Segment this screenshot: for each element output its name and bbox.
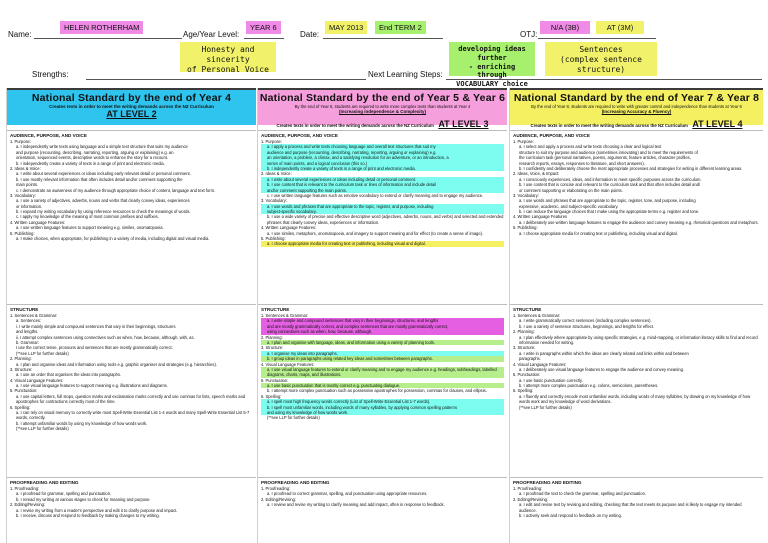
criterion-line: expressive, academic, and subject-specific vocabulary. [519, 203, 619, 209]
criterion-line: a. I use visual language features to support meaning e.g. illustrations and diagrams. [16, 383, 168, 389]
section-heading: STRUCTURE [513, 307, 542, 312]
criterion-line: a. I deliberately use written language features to engage the audience and convey meaning e.g. rhetorical questions and metaphors. [519, 219, 759, 225]
otj-underline [538, 38, 656, 39]
criterion-line: structure to suit my purpose and audience (sometimes innovating) and to meet the requirements of [519, 149, 698, 155]
section-proofreading-editing [258, 477, 507, 543]
criterion-line: 2. Ideas & Voice: [261, 171, 292, 177]
criterion-line: a. I use similes, metaphors, onomatopoeia, and imagery to support meaning and for effect (to create a sense of image). [267, 230, 484, 236]
criterion-line: 1. Proofreading: [10, 486, 40, 491]
criterion-line: 2. Planning: [513, 329, 535, 335]
criterion-line: 6. Spelling: [513, 388, 534, 394]
criterion-line: b. I confidently and deliberately choose the most appropriate processes and strategies for writing in different learning areas. [519, 165, 743, 171]
criterion-line: (**see LLP for further details) [16, 350, 69, 356]
criterion-line: 2. Ideas & Voice: [10, 165, 41, 171]
column-title: National Standard by the end of Year 5 & Year 6 [259, 92, 506, 104]
criterion-line: a. I write grammatically correct sentences (including complex sentences). [519, 318, 652, 324]
criterion-line: b. I attempt more complex punctuation such as possessive apostrophes for possession, commas for clauses, and ellipsis. [267, 388, 487, 394]
criterion-line: 1. Proofreading: [261, 486, 291, 491]
criterion-line: 4. Written Language Features: [10, 219, 66, 225]
criterion-line: 1. Purpose: [10, 139, 31, 144]
criterion-line: a. I write in paragraphs within which the ideas are clearly related and links within and between [519, 350, 689, 356]
column-subtitle: Creates texts in order to meet the writing demands across the NZ Curriculum [49, 104, 214, 109]
criterion-line: 5. Punctuation: [513, 372, 541, 378]
criterion-line: 2. Editing/Revising: [513, 496, 549, 502]
column-banner [7, 88, 256, 125]
criterion-line: a. I revise my writing from a reader's perspective and edit it to clarify purpose and impact. [16, 507, 178, 513]
criterion-line: a. I use a variety of adjectives, adverbs, nouns and verbs that clearly convey ideas, experiences [16, 198, 190, 204]
criterion-line: b. I independently create a variety of texts in a range of print and electronic media. [261, 166, 504, 171]
criterion-line: 4. Written Language Features: [261, 225, 317, 231]
column-level: AT LEVEL 2 [106, 109, 157, 119]
next-steps-underline [446, 79, 762, 80]
criterion-line: 1. Sentences & Grammar: [10, 313, 58, 318]
criterion-line: 3. Structure: [513, 345, 536, 351]
criterion-line: 3. Vocabulary: [10, 192, 36, 198]
strengths-note-line: of Personal Voice [187, 65, 269, 74]
section-proofreading-editing [7, 477, 256, 543]
criterion-line: a. I proofread the text to check the grammar, spelling and punctuation. [519, 491, 646, 497]
criterion-line: 4. Visual Language Features: [513, 361, 567, 367]
column-subtitle: By the end of Year 8, students are required to write with greater control and independence than students at Year 6 [531, 104, 742, 109]
criterion-line: 2. Planning: [10, 356, 32, 362]
standard-column-year-4 [6, 88, 256, 543]
criterion-line: and using my knowledge of how words work. [261, 410, 504, 415]
criterion-line: 5. Punctuation: [261, 377, 289, 383]
strengths-label: Strengths: [32, 70, 69, 79]
criterion-line: 3. Vocabulary: [513, 192, 539, 198]
criterion-line: 1. Purpose: [513, 139, 534, 144]
column-banner [510, 88, 763, 130]
section-structure [7, 304, 256, 467]
criterion-line: orientation, sequenced events, descriptive words to enhance the story for a recount. [16, 155, 169, 161]
criterion-line: a. I fluently and correctly encode most unfamiliar words, including words of many syllables, by drawing on my knowledge of how words work and my knowledge of word derivations. [519, 393, 751, 405]
criterion-line: 5. Publishing: [10, 230, 35, 236]
criterion-line: b. I use content that is relevant to the curriculum task or lines of information and include detail [261, 182, 504, 187]
strengths-underline [86, 79, 366, 80]
criterion-line: or information. [16, 203, 43, 209]
criterion-line: and/or comment supporting the main points. [261, 188, 504, 193]
criterion-line: b. I independently create a variety of texts in a range of print and electronic media. [16, 160, 165, 166]
next-steps-note-line: - enriching through [468, 62, 516, 80]
criterion-line: research reports, essays, responses to literature, and short answers). [519, 160, 645, 166]
criterion-line: b. I actively seek and respond to feedback on my writing. [519, 512, 622, 518]
criterion-line: ii. I attempt complex sentences using connectives such as when, how, because, although, with, as. [16, 334, 195, 340]
criterion-line: I use the correct tense, pronouns and sentences that are mostly grammatically correct. [16, 345, 173, 351]
criterion-line: a. I organise my ideas into paragraphs. [261, 351, 504, 356]
criterion-line: a. I spell most high frequency words correctly (List of Spell-Write Essential List 1-7 words). [261, 399, 504, 404]
criterion-line: a. I write simple and compound sentences that vary in their beginnings, structures, and lengths [261, 318, 504, 323]
criterion-line: a. I choose appropriate media for creating text or publishing, including visual and digital. [519, 230, 678, 236]
criterion-line: (**see LLP for further details) [267, 415, 320, 421]
criterion-line: a. Sentences: [16, 318, 42, 324]
criterion-line: and are mostly grammatically correct, and complex sentences that are mostly grammatically correct, [261, 324, 504, 329]
section-heading: PROOFREADING AND EDITING [261, 480, 330, 485]
next-steps-note [449, 42, 535, 88]
criterion-line: a. I use words and phrases that are appropriate to the topic, register, and purpose, including [261, 204, 504, 209]
criterion-line: paragraphs. [519, 356, 541, 362]
criterion-line: b. I reread my writing at various stages to check for meaning and purpose. [16, 496, 151, 502]
sentences-note-line: (complex sentence [560, 55, 642, 64]
criterion-line: series of main points, and a logical conclusion (this so.) [261, 161, 504, 166]
criterion-line: 5. Publishing: [261, 236, 286, 242]
criterion-line: 1. Proofreading: [513, 486, 543, 491]
criterion-line: using connectives such as when, how, because, although. [261, 329, 504, 334]
otj-field-1[interactable]: N/A (3B) [540, 21, 590, 34]
criterion-line: c. I apply my knowledge of the meaning of most common prefixes and suffixes. [16, 214, 159, 220]
criterion-line: the curriculum task (personal narratives, poems, arguments, feature articles, character profiles, [519, 155, 691, 161]
section-heading: STRUCTURE [10, 307, 39, 312]
otj-field-2[interactable]: AT (3M) [596, 21, 644, 34]
criterion-line: b. I attempt more complex punctuation e.g. colons, semicolons, parentheses. [519, 383, 659, 389]
criterion-line: b. I attempt unfamiliar words by using my knowledge of how words work. [16, 420, 148, 426]
column-level: AT LEVEL 4 [692, 119, 743, 130]
section-structure [510, 304, 763, 467]
criterion-line: a. I use an order that organises the ideas into paragraphs. [16, 372, 122, 378]
criterion-line: a. I select and apply a process and write texts choosing a clear and logical text [519, 144, 662, 150]
criterion-line: a. I use capital letters, full stops, question marks and exclamation marks correctly and use commas for lists, speech marks and apostrophes for contractions correctly most of the time. [16, 393, 246, 405]
criterion-line: 1. Sentences & Grammar: [513, 313, 561, 318]
section-heading: AUDIENCE, PURPOSE, AND VOICE [513, 133, 590, 138]
criterion-line: a. I edit and revise text by revising and editing, checking that the text meets its purpose and is likely to engage my intended audience. [519, 502, 742, 513]
section-structure [258, 304, 507, 467]
criterion-line: 5. Punctuation: [10, 388, 38, 394]
criterion-line: 2. Editing/Revising: [10, 502, 46, 508]
criterion-line: c. I demonstrate an awareness of my audience through appropriate choice of content, language and text form. [16, 187, 216, 193]
name-label: Name: [8, 30, 32, 39]
column-title: National Standard by the end of Year 7 & Year 8 [513, 92, 760, 104]
criterion-line: a. I write about several experiences or ideas including detail or personal comment. [261, 177, 504, 182]
criterion-line: a. I use visual language features to extend or clarify meaning and to engage my audience e.g. headings, subheadings, labelled diagrams, charts, maps, and illustrations. [261, 367, 504, 378]
criterion-line: b. I use mostly relevant information that often includes detail and/or comment supporting the [16, 176, 183, 182]
column-banner [258, 88, 507, 130]
date-underline [323, 38, 443, 39]
otj-label: OTJ: [520, 30, 538, 39]
criterion-line: a. I plan effectively where appropriate by using specific strategies, e.g. mind-mapping, or information literacy skills to find and record information needed for writing. [519, 334, 758, 345]
criterion-line: 5. Publishing: [513, 225, 538, 231]
criterion-line: 4. Visual Language Features: [261, 361, 315, 367]
section-proofreading-editing [510, 477, 763, 543]
criterion-line: a. I independently write texts using language and a simple text structure that suits my audience [16, 144, 188, 150]
strengths-note-line: Honesty and sincerity [201, 45, 255, 64]
criterion-line: 1. Sentences & Grammar: [261, 313, 309, 318]
age-field[interactable]: YEAR 6 [246, 21, 281, 34]
section-heading: PROOFREADING AND EDITING [513, 480, 582, 485]
criterion-line: c. I use written language features such as emotive vocabulary to extend or clarify meaning and to engage my audience. [267, 192, 484, 198]
section-audience-purpose-voice [510, 130, 763, 258]
criterion-line: a. I use words and phrases that are appropriate to the topic, register, tone, and purpose, including [519, 198, 696, 204]
section-audience-purpose-voice [258, 130, 507, 258]
section-heading: PROOFREADING AND EDITING [10, 480, 79, 485]
criterion-line: a. I consciously experiences, ideas, and information to meet specific purposes across the curriculum. [519, 176, 702, 182]
column-subtitle-2: (Increasing independence & Complexity) [338, 109, 427, 115]
criterion-line: b. I use a wide variety of precise and effective descriptive word (adjectives, adverbs, nouns, and verbs) and selected and extended phrases that clearly convey ideas, experiences or information. [267, 214, 504, 225]
criterion-line: a. I proofread to correct grammar, spelling, and punctuation using appropriate resources. [267, 491, 428, 497]
section-heading: STRUCTURE [261, 307, 290, 312]
criterion-line: a. I can rely on visual memory to correctly write most Spell-Write Essential List 1-4 words and many Spell-Write Essential List 5-7 words, correctly. [16, 410, 250, 421]
criterion-line: 3. Vocabulary: [261, 198, 287, 204]
criterion-line: a. I use basic punctuation correctly. [519, 377, 583, 383]
criterion-line: (**see LLP for further details) [519, 404, 572, 410]
age-underline [244, 38, 284, 39]
criterion-line: 6. Spelling: [261, 393, 282, 399]
criterion-line: b. I receive, discuss and respond to feedback by making changes to my writing. [16, 512, 160, 518]
term-field[interactable]: End TERM 2 [375, 21, 426, 34]
column-subtitle-2: (Increasing Accuracy & Fluency) [601, 109, 672, 115]
criterion-line: a. I choose appropriate media for creating text or publishing, including visual and digital. [261, 241, 504, 246]
sentences-note-line: structure) [576, 65, 626, 74]
sentences-note [545, 42, 657, 76]
criterion-line: a. I review and revise my writing to clarify meaning and add impact, often in response to feedback. [267, 502, 445, 508]
criterion-line: i. I write mainly simple and compound sentences that vary in their beginnings, structures [16, 323, 176, 329]
criterion-line: b. I use a variety of sentence structures, beginnings, and lengths for effect. [519, 323, 655, 329]
column-title: National Standard by the end of Year 4 [31, 92, 232, 104]
criterion-line: b. I spell most unfamiliar words, including words of many syllables, by applying common spelling patterns [261, 405, 504, 410]
criterion-line: b. I expand my writing vocabulary by using reference resources to check the meanings of words. [16, 209, 191, 215]
criterion-line: audience and purpose (recounting, describing, narrating, reporting, arguing or explaining) e.g. [261, 150, 504, 155]
date-label: Date: [300, 30, 320, 39]
next-steps-note-line: VOCABULARY choice [456, 80, 528, 88]
criterion-line: b. I use content that is concise and relevant to the curriculum task and that often includes detail and/ [519, 182, 701, 188]
section-heading: AUDIENCE, PURPOSE, AND VOICE [261, 133, 338, 138]
criterion-line: and purpose (recounting, describing, narrating, reporting, arguing or explaining) e.g. an [16, 149, 174, 155]
criterion-line: 6. Spelling: [10, 404, 31, 410]
section-heading: AUDIENCE, PURPOSE, AND VOICE [10, 133, 87, 138]
criterion-line: a. I proofread for grammar, spelling and punctuation. [16, 491, 112, 497]
criterion-line: 2. Editing/Revising: [261, 496, 297, 502]
age-label: Age/Year Level: [183, 30, 240, 39]
name-field[interactable]: HELEN ROTHERHAM [60, 21, 143, 34]
strengths-note [180, 42, 276, 72]
criterion-line: and lengths. [16, 329, 39, 335]
section-audience-purpose-voice [7, 130, 256, 258]
criterion-line: 4. Written Language Features [513, 214, 568, 220]
criterion-line: a. I write about several experiences or ideas including early relevant detail or personal comment. [16, 171, 191, 177]
criterion-line: 1. Purpose: [261, 139, 282, 144]
criterion-line: an orientation, a problem, a climax, and a satisfying resolution for an adventure, or an introduction, a [261, 155, 504, 160]
criterion-line: a. I deliberately use visual language features to engage the audience and convey meaning. [519, 366, 685, 372]
next-steps-label: Next Learning Steps: [368, 70, 443, 79]
header [0, 0, 768, 88]
criterion-line: a. I make choices, when appropriate, for publishing in a variety of media, including digital and visual media. [16, 236, 210, 242]
criterion-line: 3. Structure: [261, 345, 284, 351]
name-underline [34, 38, 182, 39]
next-steps-note-line: developing ideas further [458, 45, 526, 62]
criterion-line: a. I plan and organise with language, ideas, and information using a variety of planning tools. [261, 340, 504, 345]
criterion-line: a. I plan and organise ideas and information using tools e.g. graphic organiser and strategies (e.g. hierarchies). [16, 361, 217, 367]
criterion-line: subject-specific vocabulary. [261, 209, 504, 214]
criterion-line: a. I apply a process and write texts choosing language and overall text structures that suit my [261, 144, 504, 149]
criterion-line: a. I use basic punctuation that is mostly correct e.g. punctuating dialogue. [261, 383, 504, 388]
criterion-line: 2. Planning: [261, 334, 283, 340]
column-subtitle-3: Creates texts in order to meet the writing demands across the NZ Curriculum [276, 123, 434, 129]
criterion-line: b. I can reduce the language choices that I make using the appropriate terms e.g. register and tone. [519, 209, 700, 215]
standard-column-year-7-8 [509, 88, 763, 543]
criterion-line: 4. Visual Language Features: [10, 377, 64, 383]
date-field[interactable]: MAY 2013 [325, 21, 367, 34]
sentences-note-line: Sentences [579, 45, 623, 54]
criterion-line: b. Grammar: [16, 339, 39, 345]
standard-column-year-5-6 [257, 88, 507, 543]
criterion-line: 2. Ideas, Voice, & Impact: [513, 171, 560, 177]
column-subtitle-3: Creates texts in order to meet the writing demands across the NZ Curriculum [530, 123, 688, 129]
criterion-line: main points. [16, 182, 39, 188]
column-level: AT LEVEL 3 [438, 119, 489, 130]
column-subtitle: By the end of Year 6, students are required to write more complex texts than students at Year 4 [294, 104, 471, 109]
criterion-line: a. I use written language features to support meaning e.g. similes, onomatopoeia. [16, 225, 164, 231]
criterion-line: b. I group ideas in paragraphs using related key ideas and sometimes between paragraphs. [261, 356, 504, 361]
criterion-line: 3. Structure: [10, 366, 33, 372]
criterion-line: or comment supporting or elaborating on the main points. [519, 187, 623, 193]
criterion-line: (**see LLP for further details) [16, 426, 69, 432]
